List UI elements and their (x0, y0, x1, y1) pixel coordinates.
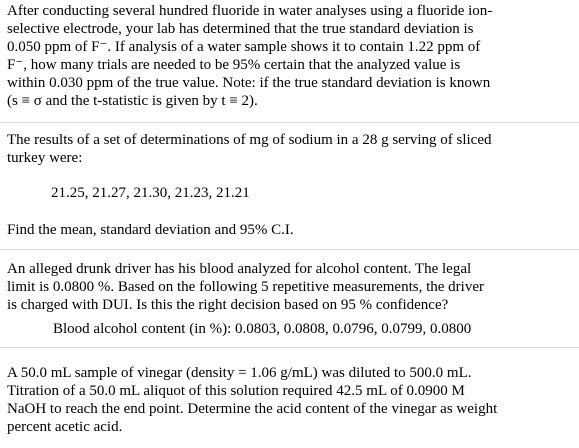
problem-text-line: F⁻, how many trials are needed to be 95% certain that the analyzed value is (7, 57, 461, 73)
problem-text-line: (s ≡ σ and the t-statistic is given by t ≡ 2). (7, 93, 258, 109)
problem-text-line: limit is 0.0800 %. Based on the following 5 repetitive measurements, the driver (7, 279, 484, 295)
data-values-line: 21.25, 21.27, 21.30, 21.23, 21.21 (51, 185, 250, 201)
problem-text-line: 0.050 ppm of F⁻. If analysis of a water sample shows it to contain 1.22 ppm of (7, 39, 481, 55)
problem-text-line: Titration of a 50.0 mL aliquot of this solution required 42.5 mL of 0.0900 M (7, 383, 465, 399)
problem-text-line: turkey were: (7, 150, 83, 166)
problem-text-line: The results of a set of determinations of mg of sodium in a 28 g serving of sliced (7, 132, 492, 148)
problem-text-line: A 50.0 mL sample of vinegar (density = 1.06 g/mL) was diluted to 500.0 mL. (7, 365, 472, 381)
section-divider (0, 249, 579, 250)
section-divider (0, 122, 579, 123)
problem-text-line: within 0.030 ppm of the true value. Note: if the true standard deviation is known (7, 75, 491, 91)
problem-question-line: Find the mean, standard deviation and 95% C.I. (7, 222, 294, 238)
problem-text-line: After conducting several hundred fluoride in water analyses using a fluoride ion- (7, 3, 493, 19)
section-divider (0, 347, 579, 348)
data-values-line: Blood alcohol content (in %): 0.0803, 0.0808, 0.0796, 0.0799, 0.0800 (53, 321, 472, 337)
problem-text-line: is charged with DUI. Is this the right decision based on 95 % confidence? (7, 297, 449, 313)
problem-text-line: NaOH to reach the end point. Determine the acid content of the vinegar as weight (7, 401, 498, 417)
problem-text-line: percent acetic acid. (7, 419, 123, 435)
problem-text-line: selective electrode, your lab has determined that the true standard deviation is (7, 21, 474, 37)
problem-text-line: An alleged drunk driver has his blood analyzed for alcohol content. The legal (7, 261, 472, 277)
